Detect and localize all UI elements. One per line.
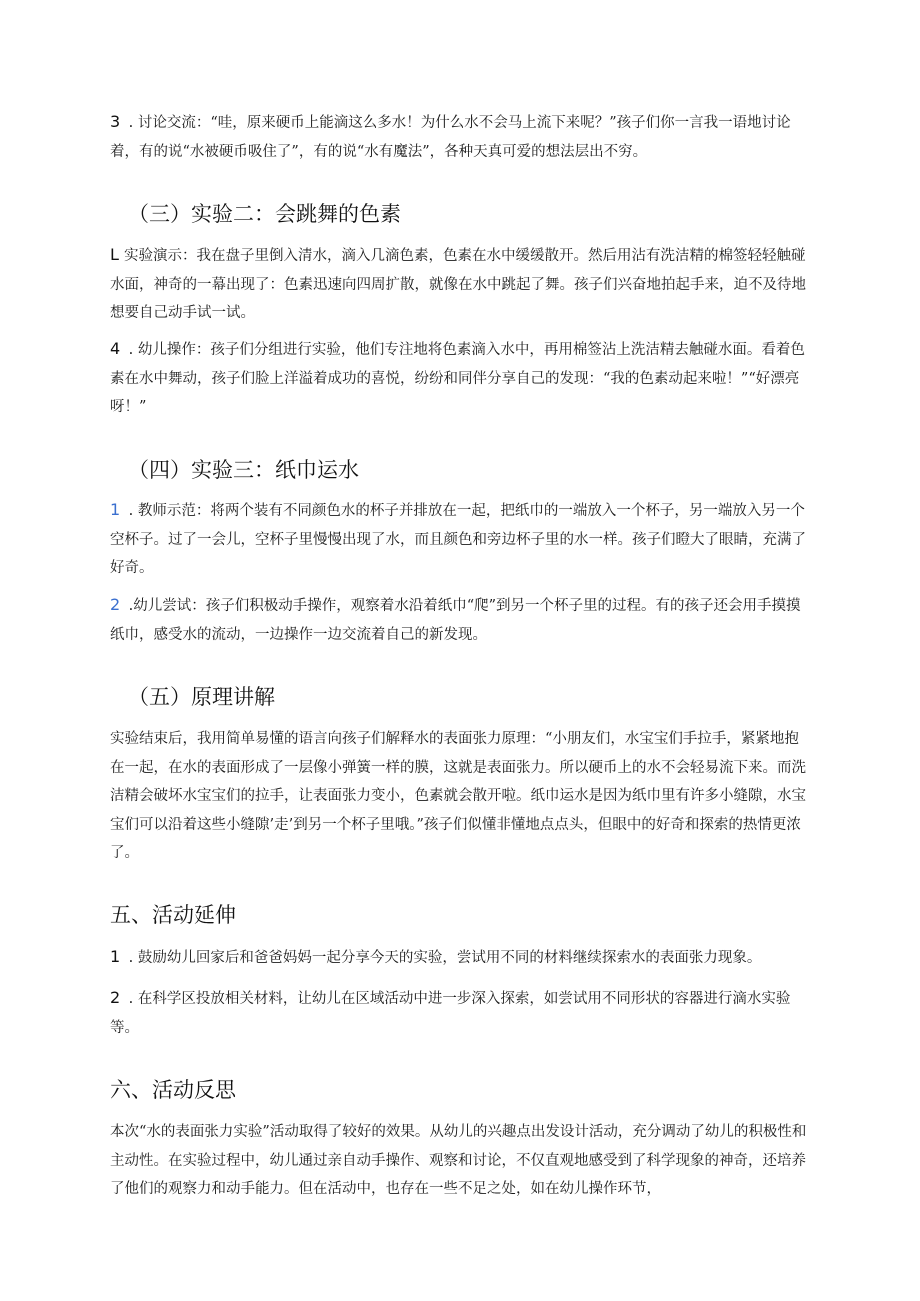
list-item-l <box>110 241 810 328</box>
list-number: 1 <box>110 500 121 519</box>
list-number: 4 <box>110 339 121 358</box>
list-item-text: . 在科学区投放相关材料，让幼儿在区域活动中进一步深入探索，如尝试用不同形状的容器进行滴水实验等。 <box>110 991 791 1036</box>
list-number: 3 <box>110 112 121 131</box>
principle-paragraph: 实验结束后，我用简单易懂的语言向孩子们解释水的表面张力原理：“小朋友们，水宝宝们手拉手，紧紧地抱在一起，在水的表面形成了一层像小弹簧一样的膜，这就是表面张力。所以硬币上的水不会轻易流下来。而洗洁精会破坏水宝宝们的拉手，让表面张力变小，色素就会散开啦。纸巾运水是因为纸巾里有许多小缝隙，水宝宝们可以沿着这些小缝隙’走’到另一个杯子里哦。”孩子们似懂非懂地点点头，但眼中的好奇和探索的热情更浓了。 <box>110 731 806 861</box>
list-item-2 <box>110 591 810 649</box>
list-number: 2 <box>110 595 121 614</box>
list-number: L <box>110 245 119 264</box>
section-heading-principle: （五）原理讲解 <box>128 685 275 709</box>
list-item-text: . 讨论交流：“哇，原来硬币上能滴这么多水！为什么水不会马上流下来呢？”孩子们你一言我一语地讨论着，有的说“水被硬币吸住了”，有的说“水有魔法”，各种天真可爱的想法层出不穷。 <box>110 115 791 160</box>
list-item-4 <box>110 335 810 422</box>
section-heading-extension: 五、活动延伸 <box>110 903 236 927</box>
list-item-1 <box>110 496 810 583</box>
section-heading-experiment-3: （四）实验三：纸巾运水 <box>128 458 359 482</box>
list-item-2 <box>110 984 810 1042</box>
section-heading-experiment-2: （三）实验二：会跳舞的色素 <box>128 202 401 226</box>
list-item-text: .幼儿尝试：孩子们积极动手操作，观察着水沿着纸巾“爬”到另一个杯子里的过程。有的孩子还会用手摸摸纸巾，感受水的流动，一边操作一边交流着自己的新发现。 <box>110 598 801 643</box>
section-heading-reflection: 六、活动反思 <box>110 1078 236 1102</box>
list-number: 1 <box>110 947 121 966</box>
list-item-text: . 教师示范：将两个装有不同颜色水的杯子并排放在一起，把纸巾的一端放入一个杯子，另一端放入另一个空杯子。过了一会儿，空杯子里慢慢出现了水，而且颜色和旁边杯子里的水一样。孩子们瞪大了眼睛，充满了好奇。 <box>110 503 806 576</box>
list-item-text: 实验演示：我在盘子里倒入清水，滴入几滴色素，色素在水中缓缓散开。然后用沾有洗洁精的棉签轻轻触碰水面，神奇的一幕出现了：色素迅速向四周扩散，就像在水中跳起了舞。孩子们兴奋地拍起手来，迫不及待地想要自己动手试一试。 <box>110 248 806 321</box>
list-item-3 <box>110 108 810 166</box>
list-item-text: . 鼓励幼儿回家后和爸爸妈妈一起分享今天的实验，尝试用不同的材料继续探索水的表面张力现象。 <box>124 950 762 966</box>
list-item-1 <box>110 943 810 973</box>
reflection-paragraph: 本次“水的表面张力实验”活动取得了较好的效果。从幼儿的兴趣点出发设计活动，充分调动了幼儿的积极性和主动性。在实验过程中，幼儿通过亲自动手操作、观察和讨论，不仅直观地感受到了科学现象的神奇，还培养了他们的观察力和动手能力。但在活动中，也存在一些不足之处，如在幼儿操作环节， <box>110 1124 807 1197</box>
list-item-text: . 幼儿操作：孩子们分组进行实验，他们专注地将色素滴入水中，再用棉签沾上洗洁精去触碰水面。看着色素在水中舞动，孩子们脸上洋溢着成功的喜悦，纷纷和同伴分享自己的发现：“我的色素动起来啦！”“好漂亮呀！” <box>110 342 805 415</box>
list-number: 2 <box>110 988 121 1007</box>
